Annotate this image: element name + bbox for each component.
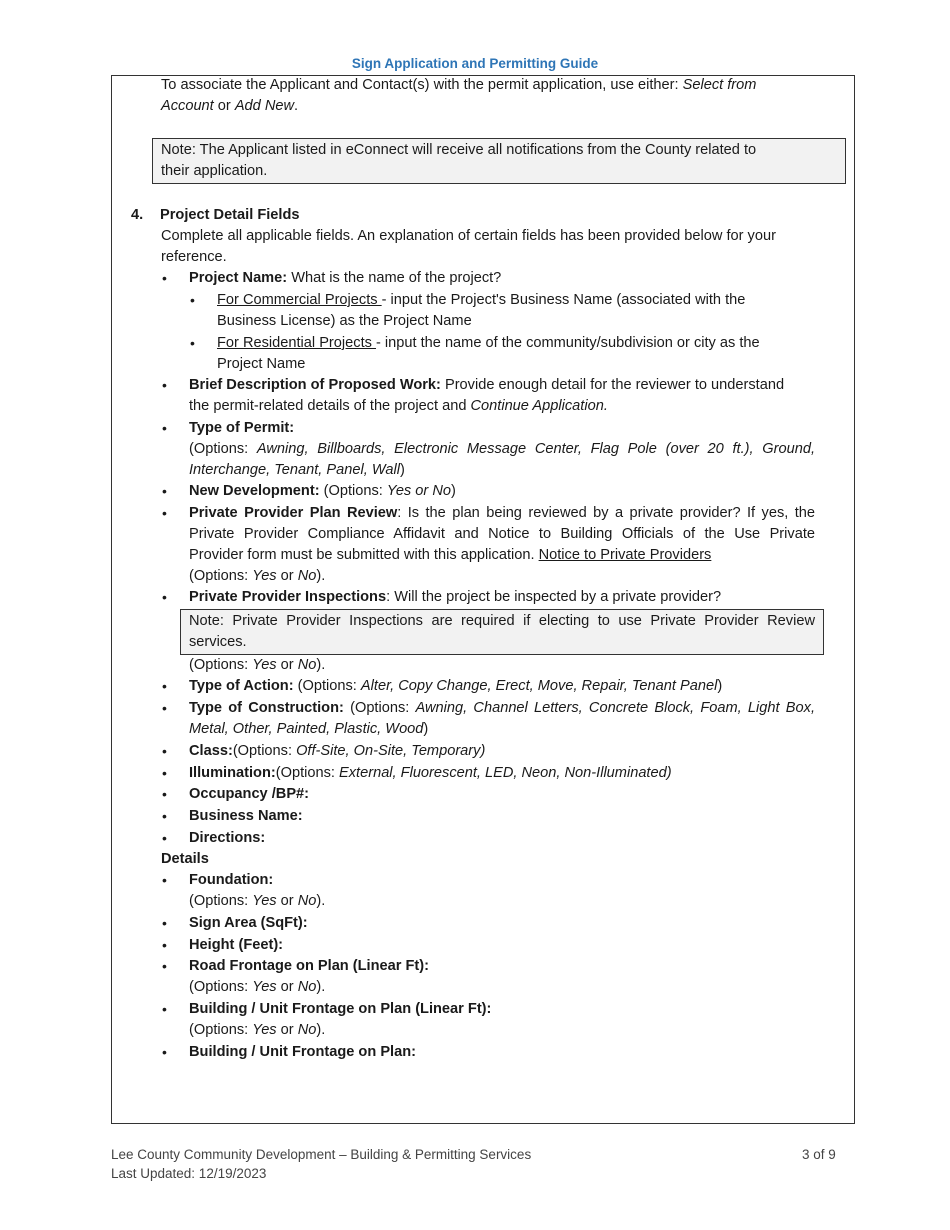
type-of-construction-cont: Metal, Other, Painted, Plastic, Wood) [189,721,429,737]
footer-page-number: 3 of 9 [802,1147,836,1162]
residential-projects-link[interactable]: For Residential Projects [217,335,376,351]
bullet-icon: • [162,808,167,824]
bullet-icon: • [162,937,167,953]
bullet-icon: • [162,700,167,716]
residential-projects-item: For Residential Projects - input the name of the community/subdivision or city as the [217,335,760,351]
private-provider-inspections-item: Private Provider Inspections: Will the project be inspected by a private provider? [189,589,722,605]
intro-line-1: To associate the Applicant and Contact(s) with the permit application, use either: Select from [161,77,757,93]
type-of-permit-options-2: Interchange, Tenant, Panel, Wall) [189,462,405,478]
bullet-icon: • [162,786,167,802]
intro-line-2: Account or Add New. [161,98,299,114]
class-item: Class:(Options: Off-Site, On-Site, Temporary) [189,743,486,759]
applicant-note: Note: The Applicant listed in eConnect will receive all notifications from the County related to their application. [152,138,846,184]
sign-area-item: Sign Area (SqFt): [189,915,308,931]
building-frontage-2-item: Building / Unit Frontage on Plan: [189,1044,416,1060]
bullet-icon: • [162,589,167,605]
bullet-icon: • [162,483,167,499]
section-title: Project Detail Fields [160,207,300,223]
height-item: Height (Feet): [189,937,284,953]
brief-description-item: Brief Description of Proposed Work: Provide enough detail for the reviewer to understand [189,377,785,393]
bullet-icon: • [162,958,167,974]
brief-description-item-cont: the permit-related details of the project and Continue Application. [189,398,608,414]
new-development-item: New Development: (Options: Yes or No) [189,483,456,499]
project-name-item: Project Name: What is the name of the project? [189,270,502,286]
type-of-permit-options-1: (Options: Awning, Billboards, Electronic Message Center, Flag Pole (over 20 ft.), Ground, [189,441,815,457]
bullet-icon: • [162,678,167,694]
residential-projects-item-cont: Project Name [217,356,306,372]
type-of-construction-item: Type of Construction: (Options: Awning, Channel Letters, Concrete Block, Foam, Light Box, [189,700,815,716]
foundation-options: (Options: Yes or No). [189,893,326,909]
section-number: 4. [131,207,144,223]
business-name-item: Business Name: [189,808,303,824]
private-provider-plan-review-options: (Options: Yes or No). [189,568,326,584]
section-desc-1: Complete all applicable fields. An explanation of certain fields has been provided below for your [161,228,776,244]
road-frontage-item: Road Frontage on Plan (Linear Ft): [189,958,429,974]
private-provider-inspections-options: (Options: Yes or No). [189,657,326,673]
commercial-projects-item: For Commercial Projects - input the Project's Business Name (associated with the [217,292,746,308]
bullet-icon: • [162,1001,167,1017]
occupancy-item: Occupancy /BP#: [189,786,310,802]
illumination-item: Illumination:(Options: External, Fluorescent, LED, Neon, Non-Illuminated) [189,765,672,781]
building-frontage-item: Building / Unit Frontage on Plan (Linear Ft): [189,1001,492,1017]
bullet-icon: • [162,270,167,286]
bullet-icon: • [162,915,167,931]
type-of-action-item: Type of Action: (Options: Alter, Copy Change, Erect, Move, Repair, Tenant Panel) [189,678,723,694]
private-provider-plan-review-cont-2: Provider form must be submitted with this application. Notice to Private Providers [189,547,712,563]
bullet-icon: • [162,830,167,846]
footer-last-updated: Last Updated: 12/19/2023 [111,1166,267,1181]
bullet-icon: • [162,743,167,759]
commercial-projects-link[interactable]: For Commercial Projects [217,292,382,308]
bullet-icon: • [162,505,167,521]
private-provider-plan-review-cont-1: Private Provider Compliance Affidavit and Notice to Building Officials of the Use Private [189,526,815,542]
bullet-icon: • [190,292,195,308]
document-header: Sign Application and Permitting Guide [351,56,599,71]
private-provider-inspections-note: Note: Private Provider Inspections are required if electing to use Private Provider Review services. [180,609,824,655]
foundation-item: Foundation: [189,872,274,888]
directions-item: Directions: [189,830,266,846]
details-heading: Details [161,851,209,867]
commercial-projects-item-cont: Business License) as the Project Name [217,313,472,329]
road-frontage-options: (Options: Yes or No). [189,979,326,995]
footer-organization: Lee County Community Development – Building & Permitting Services [111,1147,532,1162]
bullet-icon: • [162,872,167,888]
notice-to-private-providers-link[interactable]: Notice to Private Providers [538,547,712,563]
bullet-icon: • [162,377,167,393]
building-frontage-options: (Options: Yes or No). [189,1022,326,1038]
bullet-icon: • [190,335,195,351]
type-of-permit-item: Type of Permit: [189,420,295,436]
bullet-icon: • [162,765,167,781]
bullet-icon: • [162,420,167,436]
section-desc-2: reference. [161,249,227,265]
bullet-icon: • [162,1044,167,1060]
private-provider-plan-review-item: Private Provider Plan Review: Is the plan being reviewed by a private provider? If yes, the [189,505,816,521]
